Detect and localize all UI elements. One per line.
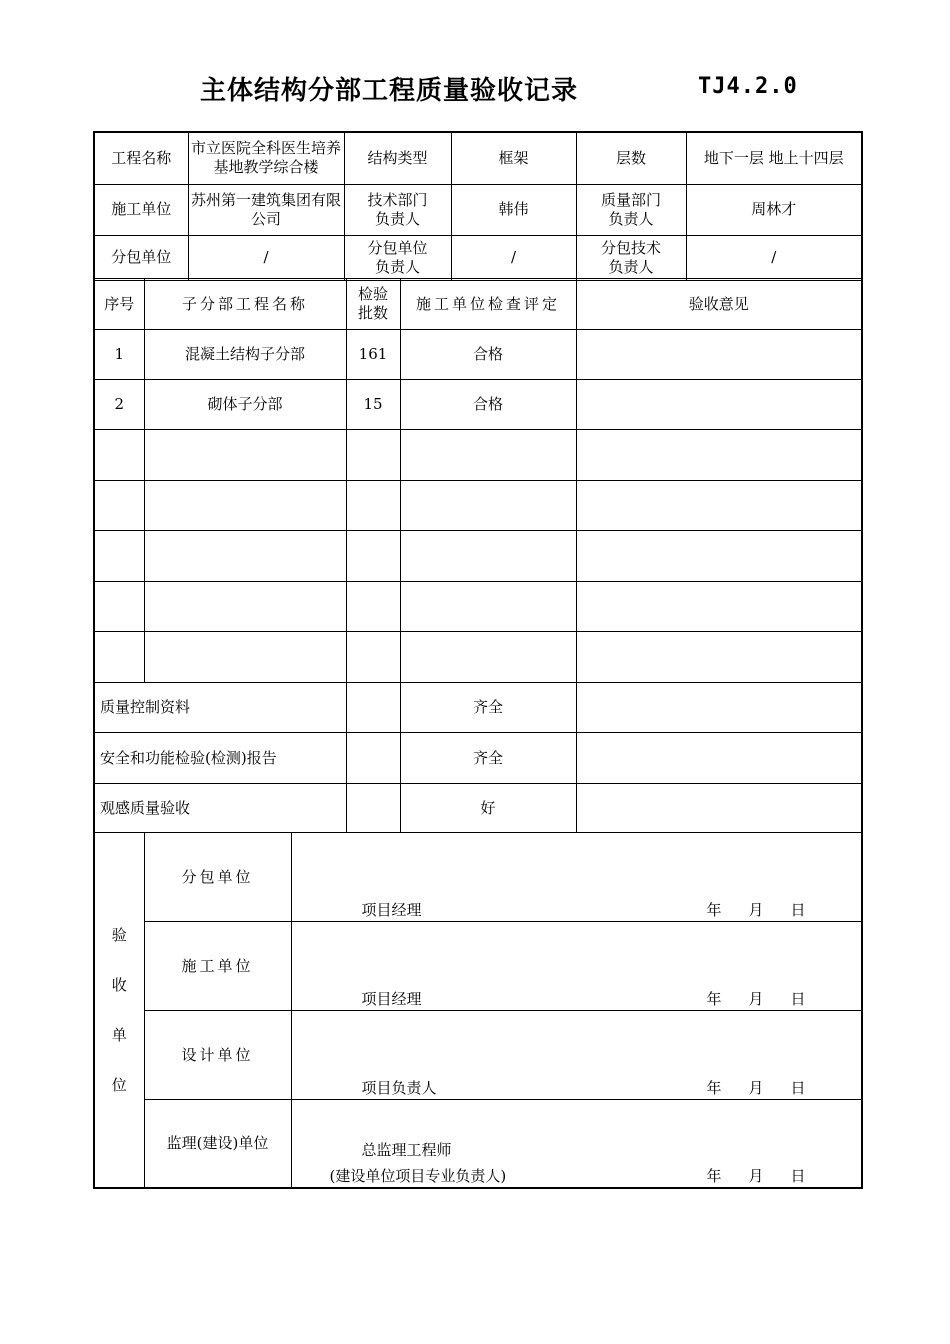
row-opinion bbox=[576, 481, 862, 531]
side-char: 收 bbox=[111, 975, 127, 994]
sign-date: 年 月 日 bbox=[706, 1167, 806, 1185]
form-code: TJ4.2.0 bbox=[698, 74, 798, 99]
acceptance-units-table bbox=[93, 832, 863, 1189]
signer-label: 总监理工程师 bbox=[361, 1141, 452, 1159]
summary-batches-empty bbox=[346, 784, 400, 833]
row-opinion bbox=[576, 531, 862, 582]
row-batches bbox=[346, 632, 400, 683]
row-no bbox=[94, 430, 144, 481]
unit-name-subcontractor: 分包单位 bbox=[144, 833, 291, 922]
table-row bbox=[94, 582, 862, 632]
row-name bbox=[144, 430, 346, 481]
project-name-value: 市立医院全科医生培养基地教学综合楼 bbox=[188, 132, 344, 184]
floors-value: 地下一层 地上十四层 bbox=[686, 132, 862, 184]
row-no: 1 bbox=[94, 330, 144, 380]
sub-manager-label: 分包单位负责人 bbox=[344, 235, 451, 280]
sub-tech-value: / bbox=[686, 235, 862, 280]
quality-control-opinion bbox=[576, 683, 862, 733]
col-header-name: 子分部工程名称 bbox=[144, 279, 346, 330]
table-row bbox=[94, 481, 862, 531]
appearance-quality-label: 观感质量验收 bbox=[94, 784, 346, 833]
signer-label: 项目经理 bbox=[361, 901, 422, 919]
col-header-no: 序号 bbox=[94, 279, 144, 330]
row-no bbox=[94, 531, 144, 582]
appearance-quality-opinion bbox=[576, 784, 862, 833]
contractor-value: 苏州第一建筑集团有限公司 bbox=[188, 184, 344, 235]
row-no bbox=[94, 481, 144, 531]
structure-type-label: 结构类型 bbox=[344, 132, 451, 184]
row-opinion bbox=[576, 582, 862, 632]
row-evaluation: 合格 bbox=[400, 330, 576, 380]
row-name bbox=[144, 481, 346, 531]
signature-cell-design bbox=[291, 1011, 862, 1100]
row-batches bbox=[346, 481, 400, 531]
safety-function-evaluation: 齐全 bbox=[400, 733, 576, 784]
subcontractor-label: 分包单位 bbox=[94, 235, 188, 280]
row-opinion bbox=[576, 632, 862, 683]
col-header-batches: 检验批数 bbox=[346, 279, 400, 330]
row-name bbox=[144, 582, 346, 632]
row-batches bbox=[346, 582, 400, 632]
quality-control-label: 质量控制资料 bbox=[94, 683, 346, 733]
side-char: 位 bbox=[111, 1075, 127, 1094]
row-evaluation bbox=[400, 430, 576, 481]
col-header-evaluation: 施工单位检查评定 bbox=[400, 279, 576, 330]
unit-name-design: 设计单位 bbox=[144, 1011, 291, 1100]
structure-type-value: 框架 bbox=[451, 132, 576, 184]
row-opinion bbox=[576, 430, 862, 481]
unit-name-supervision: 监理(建设)单位 bbox=[144, 1100, 291, 1188]
table-row bbox=[94, 632, 862, 683]
row-opinion bbox=[576, 380, 862, 430]
signature-cell-supervision bbox=[291, 1100, 862, 1188]
row-name bbox=[144, 632, 346, 683]
row-evaluation: 合格 bbox=[400, 380, 576, 430]
side-char: 验 bbox=[111, 925, 127, 944]
safety-function-opinion bbox=[576, 733, 862, 784]
page-title: 主体结构分部工程质量验收记录 bbox=[200, 76, 579, 106]
project-name-label: 工程名称 bbox=[94, 132, 188, 184]
row-batches: 15 bbox=[346, 380, 400, 430]
summary-row bbox=[94, 683, 862, 733]
row-batches: 161 bbox=[346, 330, 400, 380]
subcontractor-value: / bbox=[188, 235, 344, 280]
signer-label: 项目经理 bbox=[361, 990, 422, 1008]
project-info-table bbox=[93, 131, 863, 281]
tech-dept-person: 韩伟 bbox=[451, 184, 576, 235]
col-header-opinion: 验收意见 bbox=[576, 279, 862, 330]
row-batches bbox=[346, 430, 400, 481]
tech-dept-label: 技术部门负责人 bbox=[344, 184, 451, 235]
row-no bbox=[94, 582, 144, 632]
quality-dept-person: 周林才 bbox=[686, 184, 862, 235]
summary-batches-empty bbox=[346, 733, 400, 784]
signer-label: 项目负责人 bbox=[361, 1079, 437, 1097]
row-name bbox=[144, 531, 346, 582]
quality-dept-label: 质量部门负责人 bbox=[576, 184, 686, 235]
row-name: 砌体子分部 bbox=[144, 380, 346, 430]
table-row bbox=[94, 330, 862, 380]
summary-batches-empty bbox=[346, 683, 400, 733]
sub-division-table bbox=[93, 278, 863, 833]
row-opinion bbox=[576, 330, 862, 380]
signature-cell-subcontractor bbox=[291, 833, 862, 922]
sub-tech-label: 分包技术负责人 bbox=[576, 235, 686, 280]
acceptance-side-label bbox=[94, 833, 144, 1188]
row-batches bbox=[346, 531, 400, 582]
row-evaluation bbox=[400, 531, 576, 582]
row-name: 混凝土结构子分部 bbox=[144, 330, 346, 380]
sign-date: 年 月 日 bbox=[706, 901, 806, 919]
sub-manager-value: / bbox=[451, 235, 576, 280]
sign-date: 年 月 日 bbox=[706, 990, 806, 1008]
safety-function-label: 安全和功能检验(检测)报告 bbox=[94, 733, 346, 784]
row-evaluation bbox=[400, 582, 576, 632]
row-no bbox=[94, 632, 144, 683]
contractor-label: 施工单位 bbox=[94, 184, 188, 235]
table-row bbox=[94, 430, 862, 481]
table-row bbox=[94, 531, 862, 582]
floors-label: 层数 bbox=[576, 132, 686, 184]
unit-name-contractor: 施工单位 bbox=[144, 922, 291, 1011]
row-no: 2 bbox=[94, 380, 144, 430]
appearance-quality-evaluation: 好 bbox=[400, 784, 576, 833]
signer-note: (建设单位项目专业负责人) bbox=[329, 1167, 507, 1185]
signature-cell-contractor bbox=[291, 922, 862, 1011]
quality-control-evaluation: 齐全 bbox=[400, 683, 576, 733]
row-evaluation bbox=[400, 632, 576, 683]
table-row bbox=[94, 380, 862, 430]
summary-row bbox=[94, 784, 862, 833]
side-char: 单 bbox=[111, 1025, 127, 1044]
sign-date: 年 月 日 bbox=[706, 1079, 806, 1097]
row-evaluation bbox=[400, 481, 576, 531]
summary-row bbox=[94, 733, 862, 784]
